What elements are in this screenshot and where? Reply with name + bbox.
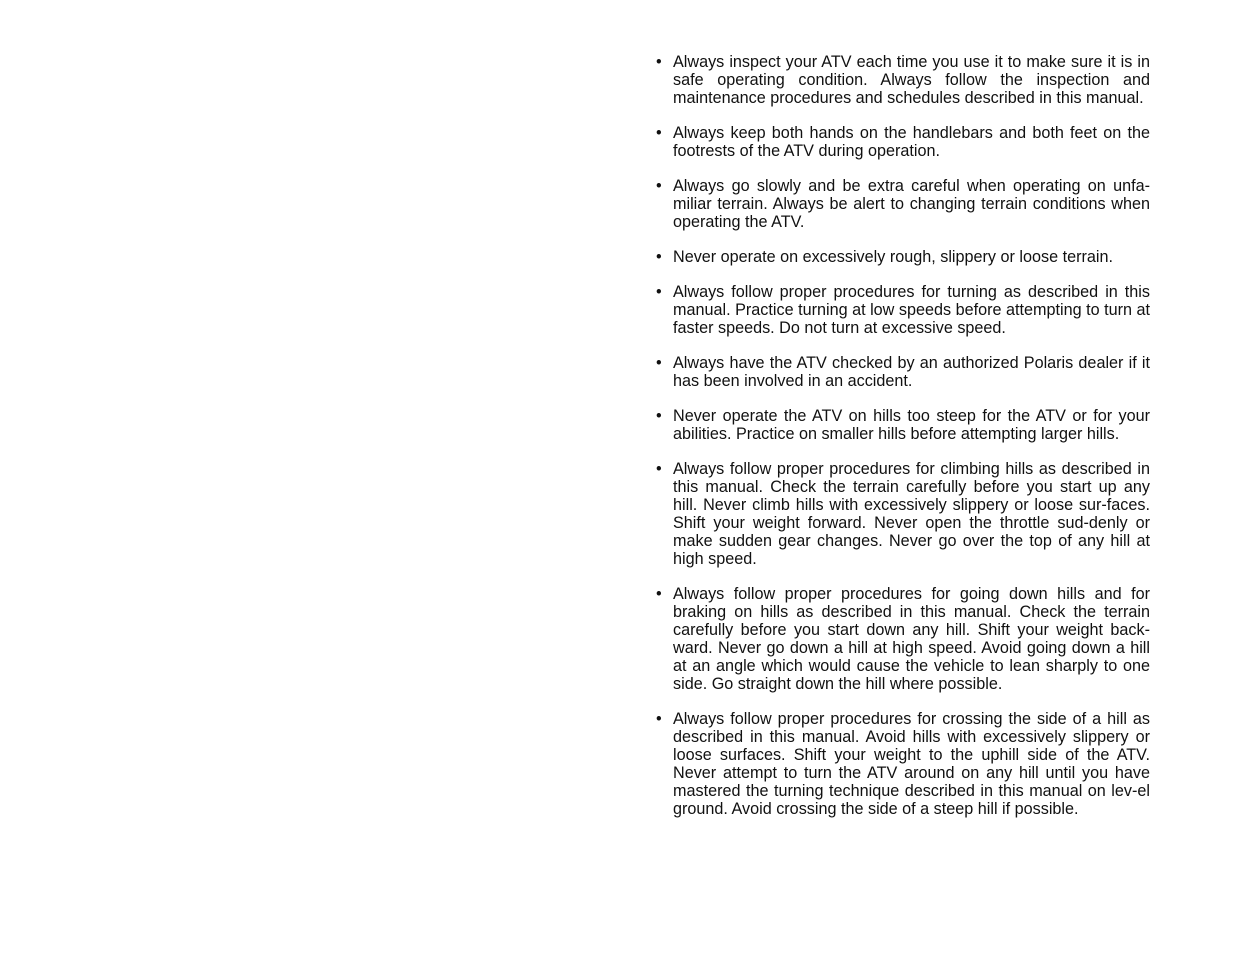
bullet-icon: • [656,585,662,603]
list-item [656,407,1150,443]
bullet-icon: • [656,124,662,142]
list-item [656,248,1150,266]
bullet-text: Always follow proper procedures for turning as described in this manual. Practice turning at low speeds before attempting to turn at faster speeds. Do not turn at excessive speed. [673,283,1150,337]
list-item [656,283,1150,337]
bullet-icon: • [656,248,662,266]
bullet-text: Always keep both hands on the handlebars and both feet on the footrests of the ATV during operation. [673,124,1150,160]
list-item [656,354,1150,390]
list-item [656,460,1150,568]
bullet-text: Always inspect your ATV each time you use it to make sure it is in safe operating condition. Always follow the inspection and maintenance procedures and schedules described in this manual. [673,53,1150,107]
bullet-text: Always follow proper procedures for climbing hills as described in this manual. Check the terrain carefully before you start up any hill. Never climb hills with excessively slippery or loose sur-faces. Shift your weight forward. Never open the throttle sud-denly or make sudden gear changes. Never go over the top of any hill at high speed. [673,460,1150,568]
bullet-icon: • [656,177,662,195]
bullet-text: Always go slowly and be extra careful when operating on unfa-miliar terrain. Always be alert to changing terrain conditions when operating the ATV. [673,177,1150,231]
bullet-text: Never operate on excessively rough, slippery or loose terrain. [673,248,1113,266]
bullet-icon: • [656,283,662,301]
bullet-icon: • [656,710,662,728]
list-item [656,177,1150,231]
list-item [656,53,1150,107]
bullet-icon: • [656,354,662,372]
list-item [656,124,1150,160]
bullet-icon: • [656,407,662,425]
bullet-icon: • [656,460,662,478]
bullet-icon: • [656,53,662,71]
list-item [656,585,1150,693]
bullet-text: Always follow proper procedures for going down hills and for braking on hills as described in this manual. Check the terrain carefully before you start down any hill. Shift your weight back-ward. Never go down a hill at high speed. Avoid going down a hill at an angle which would cause the vehicle to lean sharply to one side. Go straight down the hill where possible. [673,585,1150,693]
bullet-text: Never operate the ATV on hills too steep for the ATV or for your abilities. Practice on smaller hills before attempting larger hills. [673,407,1150,443]
list-item [656,710,1150,818]
bullet-text: Always follow proper procedures for crossing the side of a hill as described in this manual. Avoid hills with excessively slippery or loose surfaces. Shift your weight to the uphill side of the ATV. Never attempt to turn the ATV around on any hill until you have mastered the turning technique described in this manual on lev-el ground. Avoid crossing the side of a steep hill if possible. [673,710,1150,818]
safety-bullet-list [656,53,1150,818]
bullet-text: Always have the ATV checked by an authorized Polaris dealer if it has been involved in an accident. [673,354,1150,390]
